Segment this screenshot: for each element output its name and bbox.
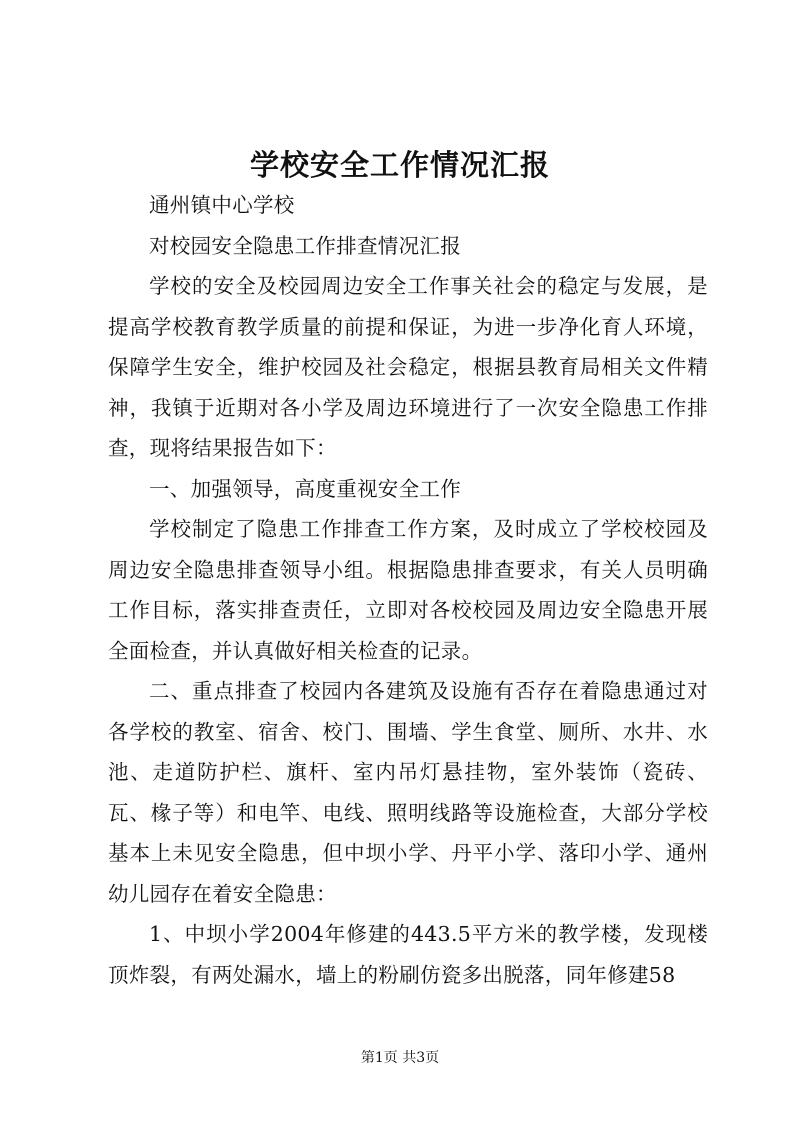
document-body — [108, 185, 708, 995]
paragraph-subtitle: 对校园安全隐患工作排查情况汇报 — [149, 233, 461, 258]
paragraph-intro: 学校的安全及校园周边安全工作事关社会的稳定与发展，是提高学校教育教学质量的前提和保证，为进一步净化育人环境，保障学生安全，维护校园及社会稳定，根据县教育局相关文件精神，我镇于近期对各小学及周边环境进行了一次安全隐患工作排查，现将结果报告如下： — [108, 274, 708, 460]
page-footer: 第1页 共3页 — [360, 1050, 440, 1066]
paragraph-section-1: 学校制定了隐患工作排查工作方案，及时成立了学校校园及周边安全隐患排查领导小组。根据隐患排查要求，有关人员明确工作目标，落实排查责任，立即对各校校园及周边安全隐患开展全面检查，并认真做好相关检查的记录。 — [108, 517, 708, 663]
section-heading-1: 一、加强领导，高度重视安全工作 — [149, 476, 461, 501]
paragraph-section-2: 二、重点排查了校园内各建筑及设施有否存在着隐患通过对各学校的教室、宿舍、校门、围墙、学生食堂、厕所、水井、水池、走道防护栏、旗杆、室内吊灯悬挂物，室外装饰（瓷砖、瓦、椽子等）和电竿、电线、照明线路等设施检查，大部分学校基本上未见安全隐患，但中坝小学、丹平小学、落印小学、通州幼儿园存在着安全隐患： — [108, 679, 708, 906]
document-title: 学校安全工作情况汇报 — [249, 148, 550, 182]
paragraph-school-name: 通州镇中心学校 — [149, 193, 295, 217]
paragraph-item-1: 1、中坝小学2004年修建的443.5平方米的教学楼，发现楼顶炸裂，有两处漏水，墙上的粉刷仿瓷多出脱落，同年修建58 — [108, 922, 708, 987]
